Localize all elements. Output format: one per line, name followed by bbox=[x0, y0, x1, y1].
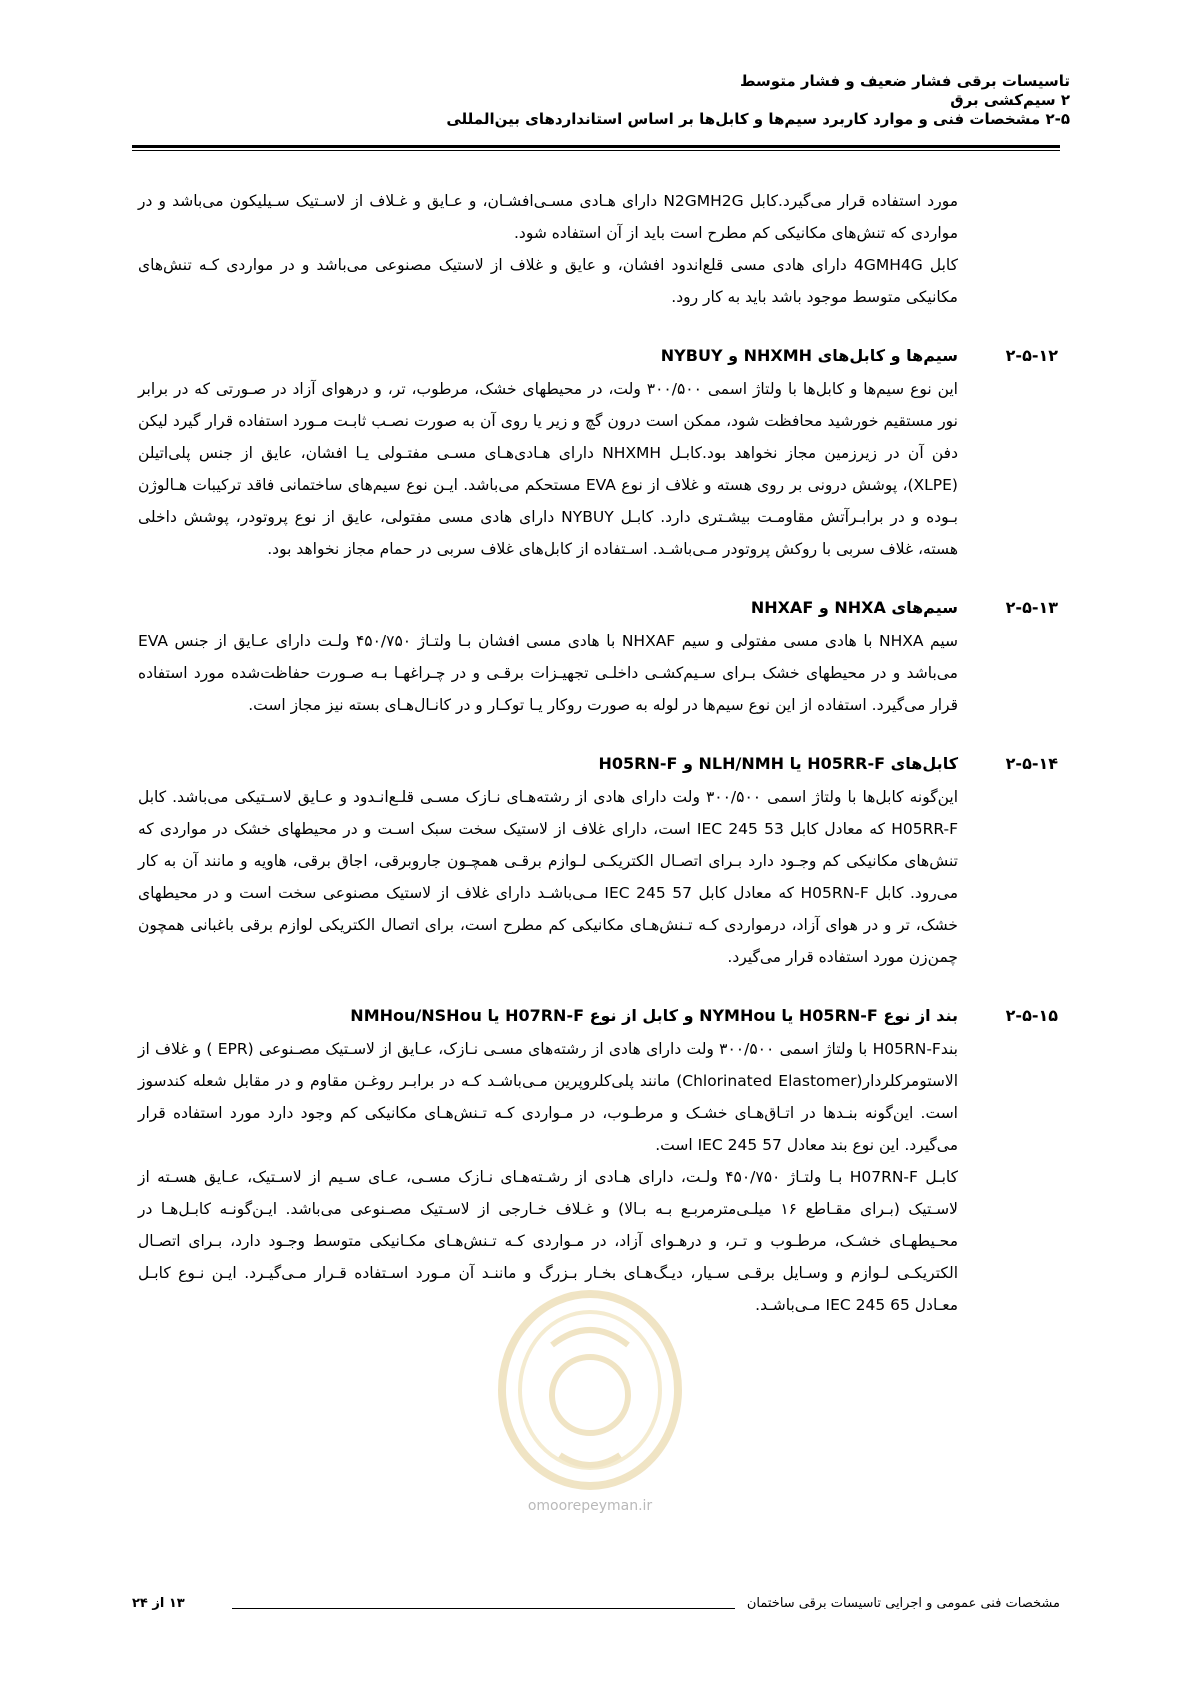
section-title: کابل‌های H05RR-F یا NLH/NMH و H05RN-F bbox=[598, 754, 958, 773]
section-heading bbox=[138, 341, 1058, 371]
section-title: بند از نوع H05RN-F یا NYMHou و کابل از نوع H07RN-F یا NMHou/NSHou bbox=[350, 1006, 958, 1025]
watermark-site-text: omoorepeyman.ir bbox=[527, 1498, 653, 1514]
section-title: سیم‌های NHXA و NHXAF bbox=[750, 598, 958, 617]
section-number: ۲-۵-۱۲ bbox=[1005, 346, 1058, 365]
watermark-emblem-icon bbox=[490, 1285, 690, 1495]
section-2-5-13 bbox=[138, 593, 1058, 721]
header-line-2: ۲ سیم‌کشی برق bbox=[950, 91, 1070, 109]
section-heading bbox=[138, 749, 1058, 779]
intro-paragraph-1: مورد استفاده قرار می‌گیرد.کابل N2GMH2G دارای هـادی مسـی‌افشـان، و عـایق و غـلاف از لاسـتیک سـیلیکون می‌باشد و در مواردی که تنش‌های مکانیکی کم مطرح است باید از آن استفاده شود. bbox=[138, 192, 959, 242]
section-paragraph: بندH05RN-F با ولتاژ اسمی ۳۰۰/۵۰۰ ولت دارای هادی از رشته‌های مسـی نـازک، عـایق از لاسـتیک مصـنوعی (EPR ) و غلاف از الاستومرکلردار(Chlorinated Elastomer) مانند پلی‌کلروپرین مـی‌باشـد کـه در برابـر روغـن مقاوم و در مقابل شعله کندسوز است. این‌گونه بنـدها در اتـاق‌هـای خشـک و مرطـوب، در مـواردی کـه تـنش‌هـای مکانیکی کم وجود دارد مورد استفاده قرار می‌گیرد. این نوع بند معادل IEC 245 57 است. bbox=[138, 1040, 959, 1154]
header-rule-thick bbox=[132, 145, 1060, 148]
header-rule-thin bbox=[132, 150, 1060, 151]
section-paragraph: کابـل H07RN-F بـا ولتـاژ ۴۵۰/۷۵۰ ولـت، دارای هـادی از رشـته‌هـای نـازک مسـی، عـای سـیم از لاسـتیک، عـایق هسـته از لاسـتیک (بـرای مقـاطع ۱۶ میلـی‌مترمربـع بـه بـالا) و غـلاف خـارجی از لاسـتیک مصـنوعی می‌باشد. ایـن‌گونـه کابـل‌هـا در محـیطهـای خشـک، مرطـوب و تـر، و درهـوای آزاد، در مـواردی کـه تـنش‌هـای مکـانیکی متوسط وجـود دارد، بـرای اتصـال الکتریکـی لـوازم و وسـایل برقـی سـیار، دیـگ‌هـای بخـار بـزرگ و ماننـد آن مـورد اسـتفاده قـرار مـی‌گیـرد. ایـن نـوع کابـل معـادل IEC 245 65 مـی‌باشـد. bbox=[138, 1168, 959, 1314]
section-paragraph: این نوع سیم‌ها و کابل‌ها با ولتاژ اسمی ۳۰۰/۵۰۰ ولت، در محیطهای خشک، مرطوب، تر، و درهوای آزاد در صـورتی که در برابر نور مستقیم خورشید محافظت شود، ممکن است درون گچ و زیر یا روی آن به صورت نصـب ثابـت مـورد استفاده قرار گیرد لیکن دفن آن در زیرزمین مجاز نخواهد بود.کابـل NHXMH دارای هـادی‌هـای مسـی مفتـولی یـا افشان، عایق از جنس پلی‌اتیلن (XLPE)، پوشش درونی بر روی هسته و غلاف از نوع EVA مستحکم می‌باشد. ایـن نوع سیم‌های ساختمانی فاقد ترکیبات هـالوژن بـوده و در برابـرآتش مقاومـت بیشـتری دارد. کابـل NYBUY دارای هادی مسی مفتولی، عایق از نوع پروتودر، پوشش داخلی هسته، غلاف سربی با روکش پروتودر مـی‌باشـد. اسـتفاده از کابل‌های غلاف سربی در حمام مجاز نخواهد بود. bbox=[138, 380, 958, 558]
section-number: ۲-۵-۱۴ bbox=[1005, 754, 1058, 773]
header-line-1: تاسیسات برقی فشار ضعیف و فشار متوسط bbox=[739, 72, 1070, 90]
section-paragraph: سیم NHXA با هادی مسی مفتولی و سیم NHXAF با هادی مسی افشان بـا ولتـاژ ۴۵۰/۷۵۰ ولـت دارای عـایق از جنس EVA می‌باشد و در محیطهای خشک بـرای سـیم‌کشـی داخلـی تجهیـزات برقـی و در چـراغهـا بـه صـورت حفاظت‌شده مورد استفاده قرار می‌گیرد. استفاده از این نوع سیم‌ها در لوله به صورت روکار یـا توکـار و در کانـال‌هـای بسته نیز مجاز است. bbox=[138, 632, 958, 714]
section-number: ۲-۵-۱۵ bbox=[1005, 1006, 1058, 1025]
footer-rule bbox=[232, 1608, 735, 1609]
page-footer bbox=[132, 1596, 1060, 1626]
page-header bbox=[120, 72, 1070, 129]
section-paragraph: این‌گونه کابل‌ها با ولتاژ اسمی ۳۰۰/۵۰۰ ولت دارای هادی از رشته‌هـای نـازک مسـی قلـع‌انـدود و عـایق لاسـتیکی می‌باشد. کابل H05RR-F که معادل کابل IEC 245 53 است، دارای غلاف از لاستیک سخت سبک اسـت و در محیطهای خشک در مواردی که تنش‌های مکانیکی کم وجـود دارد بـرای اتصـال الکتریکـی لـوازم برقـی همچـون جاروبرقی، اجاق برقی، هاویه و مانند آن به کار می‌رود. کابل H05RN-F که معادل کابل IEC 245 57 مـی‌باشـد دارای غلاف از لاستیک مصنوعی سخت است و در محیطهای خشک، تر و در هوای آزاد، درمواردی کـه تـنش‌هـای مکانیکی کم مطرح است، برای اتصال الکتریکی لوازم برقی باغبانی همچون چمن‌زن مورد استفاده قرار می‌گیرد. bbox=[138, 788, 959, 966]
section-2-5-12 bbox=[138, 341, 1058, 565]
section-heading bbox=[138, 1001, 1058, 1031]
intro-paragraph-2: کابل 4GMH4G دارای هادی مسی قلع‌اندود افشان، و عایق و غلاف از لاستیک مصنوعی می‌باشد و در مواردی کـه تنش‌های مکانیکی متوسط موجود باشد باید به کار رود. bbox=[138, 256, 958, 306]
section-number: ۲-۵-۱۳ bbox=[1005, 598, 1058, 617]
header-line-3: ۲-۵ مشخصات فنی و موارد کاربرد سیم‌ها و کابل‌ها بر اساس استانداردهای بین‌المللی bbox=[446, 110, 1070, 128]
section-2-5-15 bbox=[138, 1001, 1058, 1321]
page-content bbox=[138, 185, 1058, 1321]
section-2-5-14 bbox=[138, 749, 1058, 973]
section-title: سیم‌ها و کابل‌های NHXMH و NYBUY bbox=[660, 346, 958, 365]
page-number: ۱۳ از ۲۴ bbox=[132, 1596, 185, 1611]
footer-title: مشخصات فنی عمومی و اجرایی تاسیسات برقی ساختمان bbox=[746, 1596, 1060, 1611]
section-heading bbox=[138, 593, 1058, 623]
